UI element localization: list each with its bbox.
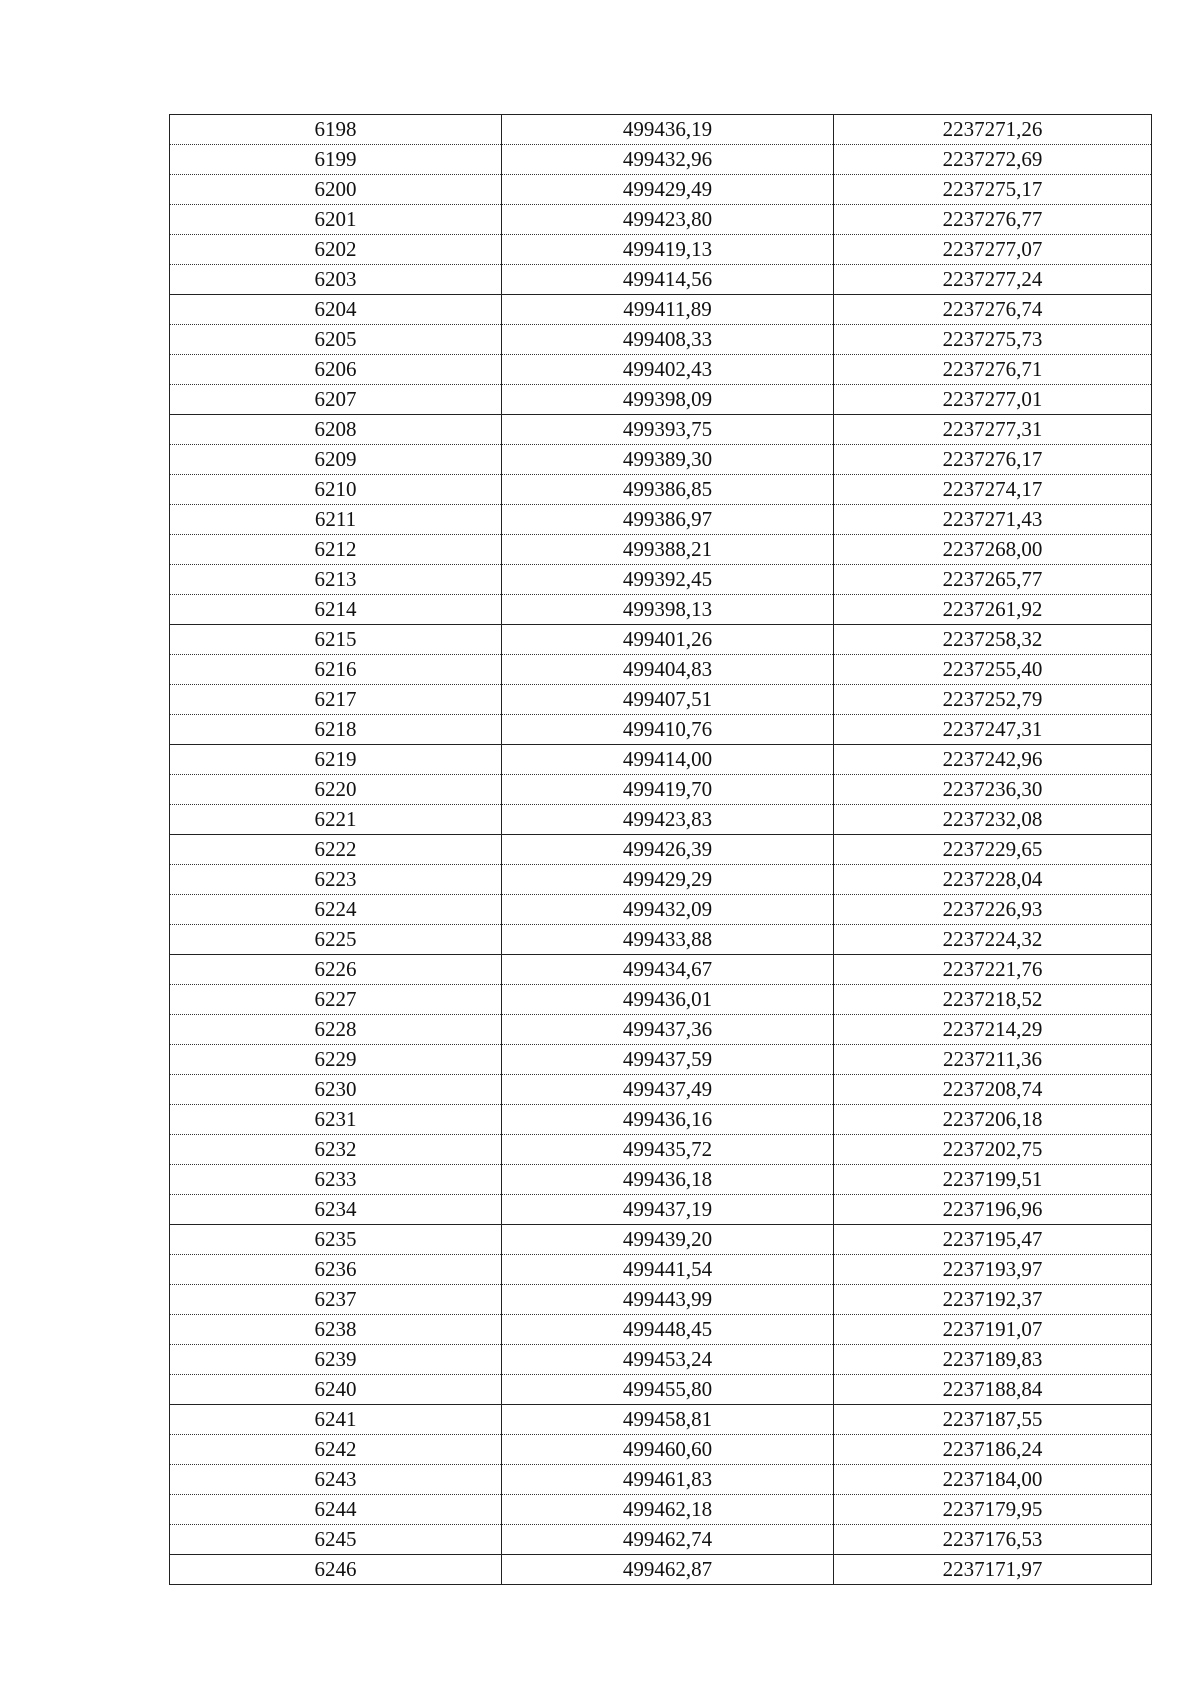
table-row: [170, 985, 1152, 1015]
y-coordinate-cell: 2237276,74: [834, 295, 1152, 325]
point-number-cell: 6223: [170, 865, 502, 895]
table-row: [170, 745, 1152, 775]
point-number-cell: 6243: [170, 1465, 502, 1495]
y-coordinate-cell: 2237226,93: [834, 895, 1152, 925]
table-row: [170, 715, 1152, 745]
x-coordinate-cell: 499462,87: [502, 1555, 834, 1585]
x-coordinate-cell: 499392,45: [502, 565, 834, 595]
point-number-cell: 6224: [170, 895, 502, 925]
y-coordinate-cell: 2237276,77: [834, 205, 1152, 235]
y-coordinate-cell: 2237186,24: [834, 1435, 1152, 1465]
y-coordinate-cell: 2237268,00: [834, 535, 1152, 565]
table-row: [170, 355, 1152, 385]
x-coordinate-cell: 499435,72: [502, 1135, 834, 1165]
x-coordinate-cell: 499432,96: [502, 145, 834, 175]
y-coordinate-cell: 2237271,26: [834, 115, 1152, 145]
x-coordinate-cell: 499419,70: [502, 775, 834, 805]
table-row: [170, 385, 1152, 415]
point-number-cell: 6222: [170, 835, 502, 865]
point-number-cell: 6207: [170, 385, 502, 415]
x-coordinate-cell: 499439,20: [502, 1225, 834, 1255]
point-number-cell: 6234: [170, 1195, 502, 1225]
y-coordinate-cell: 2237193,97: [834, 1255, 1152, 1285]
table-row: [170, 1435, 1152, 1465]
y-coordinate-cell: 2237184,00: [834, 1465, 1152, 1495]
y-coordinate-cell: 2237202,75: [834, 1135, 1152, 1165]
table-row: [170, 475, 1152, 505]
table-row: [170, 505, 1152, 535]
table-row: [170, 1405, 1152, 1435]
point-number-cell: 6200: [170, 175, 502, 205]
y-coordinate-cell: 2237195,47: [834, 1225, 1152, 1255]
x-coordinate-cell: 499389,30: [502, 445, 834, 475]
y-coordinate-cell: 2237211,36: [834, 1045, 1152, 1075]
y-coordinate-cell: 2237192,37: [834, 1285, 1152, 1315]
table-row: [170, 925, 1152, 955]
table-row: [170, 1195, 1152, 1225]
x-coordinate-cell: 499436,19: [502, 115, 834, 145]
table-row: [170, 235, 1152, 265]
point-number-cell: 6246: [170, 1555, 502, 1585]
x-coordinate-cell: 499436,16: [502, 1105, 834, 1135]
point-number-cell: 6214: [170, 595, 502, 625]
y-coordinate-cell: 2237272,69: [834, 145, 1152, 175]
coordinates-table: [169, 114, 1152, 1585]
point-number-cell: 6227: [170, 985, 502, 1015]
x-coordinate-cell: 499458,81: [502, 1405, 834, 1435]
table-row: [170, 1555, 1152, 1585]
y-coordinate-cell: 2237176,53: [834, 1525, 1152, 1555]
x-coordinate-cell: 499401,26: [502, 625, 834, 655]
y-coordinate-cell: 2237242,96: [834, 745, 1152, 775]
x-coordinate-cell: 499386,85: [502, 475, 834, 505]
point-number-cell: 6217: [170, 685, 502, 715]
table-row: [170, 655, 1152, 685]
y-coordinate-cell: 2237208,74: [834, 1075, 1152, 1105]
x-coordinate-cell: 499432,09: [502, 895, 834, 925]
x-coordinate-cell: 499404,83: [502, 655, 834, 685]
point-number-cell: 6202: [170, 235, 502, 265]
y-coordinate-cell: 2237255,40: [834, 655, 1152, 685]
point-number-cell: 6239: [170, 1345, 502, 1375]
x-coordinate-cell: 499462,74: [502, 1525, 834, 1555]
y-coordinate-cell: 2237247,31: [834, 715, 1152, 745]
x-coordinate-cell: 499437,36: [502, 1015, 834, 1045]
table-row: [170, 1255, 1152, 1285]
table-row: [170, 1285, 1152, 1315]
table-row: [170, 445, 1152, 475]
table-row: [170, 565, 1152, 595]
x-coordinate-cell: 499448,45: [502, 1315, 834, 1345]
y-coordinate-cell: 2237214,29: [834, 1015, 1152, 1045]
point-number-cell: 6228: [170, 1015, 502, 1045]
y-coordinate-cell: 2237252,79: [834, 685, 1152, 715]
table-row: [170, 835, 1152, 865]
point-number-cell: 6241: [170, 1405, 502, 1435]
x-coordinate-cell: 499441,54: [502, 1255, 834, 1285]
x-coordinate-cell: 499398,09: [502, 385, 834, 415]
y-coordinate-cell: 2237189,83: [834, 1345, 1152, 1375]
point-number-cell: 6215: [170, 625, 502, 655]
y-coordinate-cell: 2237236,30: [834, 775, 1152, 805]
point-number-cell: 6211: [170, 505, 502, 535]
y-coordinate-cell: 2237224,32: [834, 925, 1152, 955]
table-row: [170, 595, 1152, 625]
x-coordinate-cell: 499410,76: [502, 715, 834, 745]
point-number-cell: 6229: [170, 1045, 502, 1075]
x-coordinate-cell: 499455,80: [502, 1375, 834, 1405]
point-number-cell: 6210: [170, 475, 502, 505]
point-number-cell: 6206: [170, 355, 502, 385]
point-number-cell: 6204: [170, 295, 502, 325]
y-coordinate-cell: 2237271,43: [834, 505, 1152, 535]
table-row: [170, 1495, 1152, 1525]
x-coordinate-cell: 499460,60: [502, 1435, 834, 1465]
x-coordinate-cell: 499407,51: [502, 685, 834, 715]
table-row: [170, 295, 1152, 325]
table-row: [170, 115, 1152, 145]
point-number-cell: 6244: [170, 1495, 502, 1525]
point-number-cell: 6209: [170, 445, 502, 475]
x-coordinate-cell: 499386,97: [502, 505, 834, 535]
point-number-cell: 6242: [170, 1435, 502, 1465]
y-coordinate-cell: 2237275,73: [834, 325, 1152, 355]
y-coordinate-cell: 2237187,55: [834, 1405, 1152, 1435]
y-coordinate-cell: 2237232,08: [834, 805, 1152, 835]
x-coordinate-cell: 499402,43: [502, 355, 834, 385]
point-number-cell: 6226: [170, 955, 502, 985]
table-row: [170, 955, 1152, 985]
point-number-cell: 6235: [170, 1225, 502, 1255]
x-coordinate-cell: 499393,75: [502, 415, 834, 445]
table-row: [170, 1135, 1152, 1165]
y-coordinate-cell: 2237171,97: [834, 1555, 1152, 1585]
x-coordinate-cell: 499411,89: [502, 295, 834, 325]
point-number-cell: 6212: [170, 535, 502, 565]
x-coordinate-cell: 499437,49: [502, 1075, 834, 1105]
point-number-cell: 6231: [170, 1105, 502, 1135]
point-number-cell: 6201: [170, 205, 502, 235]
x-coordinate-cell: 499414,00: [502, 745, 834, 775]
point-number-cell: 6245: [170, 1525, 502, 1555]
y-coordinate-cell: 2237258,32: [834, 625, 1152, 655]
x-coordinate-cell: 499426,39: [502, 835, 834, 865]
table-row: [170, 1015, 1152, 1045]
point-number-cell: 6219: [170, 745, 502, 775]
x-coordinate-cell: 499423,80: [502, 205, 834, 235]
table-row: [170, 685, 1152, 715]
table-row: [170, 805, 1152, 835]
table-row: [170, 1465, 1152, 1495]
table-row: [170, 1345, 1152, 1375]
table-row: [170, 1075, 1152, 1105]
y-coordinate-cell: 2237275,17: [834, 175, 1152, 205]
y-coordinate-cell: 2237277,01: [834, 385, 1152, 415]
point-number-cell: 6232: [170, 1135, 502, 1165]
x-coordinate-cell: 499437,59: [502, 1045, 834, 1075]
x-coordinate-cell: 499436,01: [502, 985, 834, 1015]
x-coordinate-cell: 499429,49: [502, 175, 834, 205]
x-coordinate-cell: 499429,29: [502, 865, 834, 895]
y-coordinate-cell: 2237277,31: [834, 415, 1152, 445]
table-row: [170, 1105, 1152, 1135]
table-row: [170, 1165, 1152, 1195]
table-row: [170, 415, 1152, 445]
table-row: [170, 1375, 1152, 1405]
point-number-cell: 6233: [170, 1165, 502, 1195]
coordinates-table-body: [170, 115, 1152, 1585]
table-row: [170, 1525, 1152, 1555]
table-row: [170, 175, 1152, 205]
y-coordinate-cell: 2237277,24: [834, 265, 1152, 295]
y-coordinate-cell: 2237277,07: [834, 235, 1152, 265]
y-coordinate-cell: 2237179,95: [834, 1495, 1152, 1525]
table-row: [170, 895, 1152, 925]
x-coordinate-cell: 499461,83: [502, 1465, 834, 1495]
y-coordinate-cell: 2237206,18: [834, 1105, 1152, 1135]
y-coordinate-cell: 2237221,76: [834, 955, 1152, 985]
y-coordinate-cell: 2237265,77: [834, 565, 1152, 595]
y-coordinate-cell: 2237228,04: [834, 865, 1152, 895]
x-coordinate-cell: 499443,99: [502, 1285, 834, 1315]
y-coordinate-cell: 2237274,17: [834, 475, 1152, 505]
x-coordinate-cell: 499436,18: [502, 1165, 834, 1195]
point-number-cell: 6198: [170, 115, 502, 145]
table-row: [170, 865, 1152, 895]
point-number-cell: 6205: [170, 325, 502, 355]
y-coordinate-cell: 2237229,65: [834, 835, 1152, 865]
table-row: [170, 1045, 1152, 1075]
point-number-cell: 6236: [170, 1255, 502, 1285]
x-coordinate-cell: 499437,19: [502, 1195, 834, 1225]
table-row: [170, 1315, 1152, 1345]
table-row: [170, 625, 1152, 655]
x-coordinate-cell: 499414,56: [502, 265, 834, 295]
x-coordinate-cell: 499462,18: [502, 1495, 834, 1525]
y-coordinate-cell: 2237196,96: [834, 1195, 1152, 1225]
point-number-cell: 6216: [170, 655, 502, 685]
point-number-cell: 6238: [170, 1315, 502, 1345]
y-coordinate-cell: 2237199,51: [834, 1165, 1152, 1195]
point-number-cell: 6221: [170, 805, 502, 835]
point-number-cell: 6199: [170, 145, 502, 175]
table-row: [170, 145, 1152, 175]
y-coordinate-cell: 2237276,71: [834, 355, 1152, 385]
point-number-cell: 6203: [170, 265, 502, 295]
point-number-cell: 6240: [170, 1375, 502, 1405]
y-coordinate-cell: 2237261,92: [834, 595, 1152, 625]
table-row: [170, 325, 1152, 355]
point-number-cell: 6208: [170, 415, 502, 445]
point-number-cell: 6218: [170, 715, 502, 745]
y-coordinate-cell: 2237191,07: [834, 1315, 1152, 1345]
table-row: [170, 535, 1152, 565]
x-coordinate-cell: 499434,67: [502, 955, 834, 985]
point-number-cell: 6237: [170, 1285, 502, 1315]
table-row: [170, 265, 1152, 295]
x-coordinate-cell: 499419,13: [502, 235, 834, 265]
table-row: [170, 1225, 1152, 1255]
y-coordinate-cell: 2237218,52: [834, 985, 1152, 1015]
table-row: [170, 775, 1152, 805]
x-coordinate-cell: 499398,13: [502, 595, 834, 625]
point-number-cell: 6220: [170, 775, 502, 805]
x-coordinate-cell: 499423,83: [502, 805, 834, 835]
point-number-cell: 6230: [170, 1075, 502, 1105]
y-coordinate-cell: 2237188,84: [834, 1375, 1152, 1405]
table-row: [170, 205, 1152, 235]
x-coordinate-cell: 499433,88: [502, 925, 834, 955]
y-coordinate-cell: 2237276,17: [834, 445, 1152, 475]
point-number-cell: 6225: [170, 925, 502, 955]
point-number-cell: 6213: [170, 565, 502, 595]
x-coordinate-cell: 499408,33: [502, 325, 834, 355]
x-coordinate-cell: 499453,24: [502, 1345, 834, 1375]
x-coordinate-cell: 499388,21: [502, 535, 834, 565]
